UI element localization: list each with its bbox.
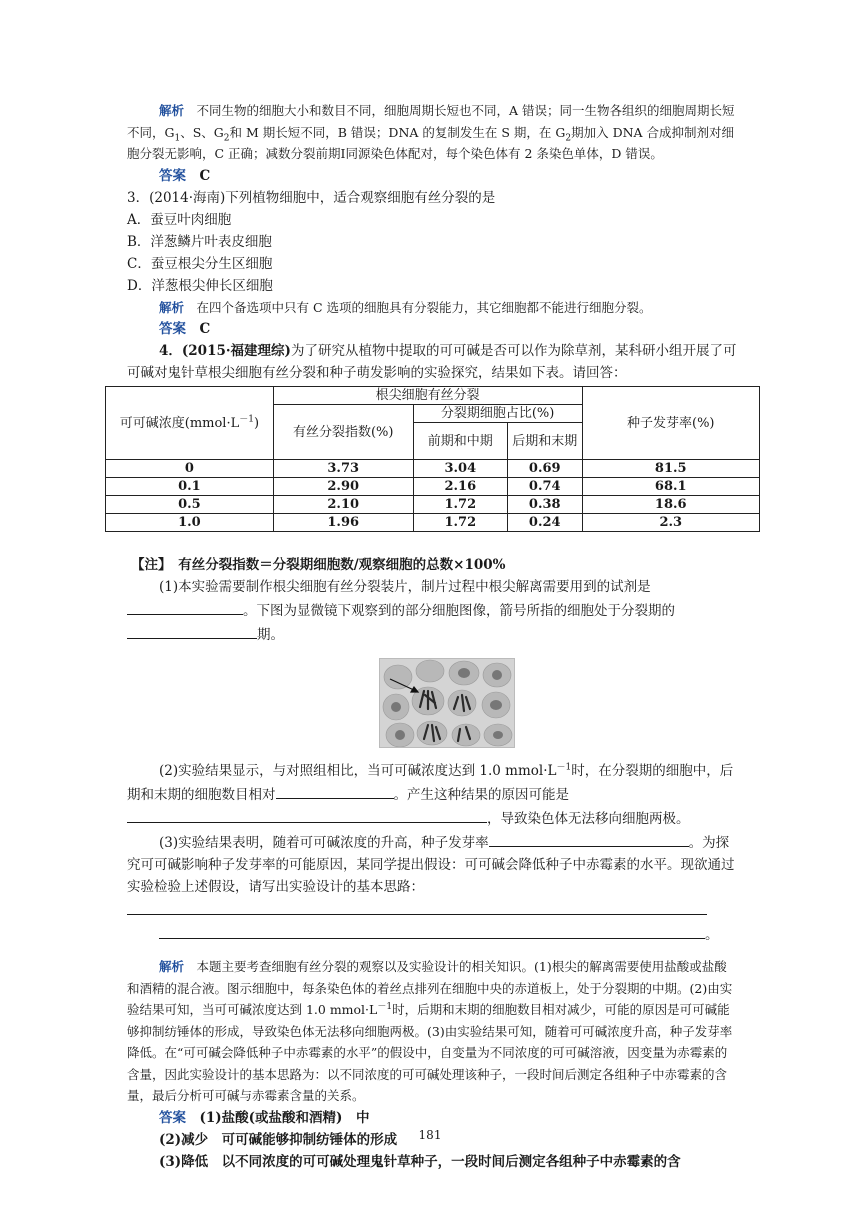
analysis-label: 解析 [159,959,185,974]
results-table [105,386,760,532]
q3-option-a: A．蚕豆叶肉细胞 [127,211,232,228]
sub-question-1: (1)本实验需要制作根尖细胞有丝分裂装片，制片过程中根尖解离需要用到的试剂是。下图为显微镜下观察到的部分细胞图像，箭号所指的细胞处于分裂期的期。 [127,576,737,646]
microscope-image [379,658,515,748]
sub-question-3: (3)实验结果表明，随着可可碱浓度的升高，种子发芽率 。为探究可可碱影响种子发芽率的可能原因，某同学提出假设：可可碱会降低种子中赤霉素的水平。现欲通过实验检验上述假设，请写出实验设计的基本思路： 。 [127,830,737,946]
table-note: 【注】 有丝分裂指数＝分裂期细胞数/观察细胞的总数×100% [131,557,506,573]
answer-blank[interactable] [276,782,394,799]
answer-blank[interactable] [489,830,689,847]
header-late-phase: 后期和末期 [507,423,582,460]
q2-answer: 答案 C [159,167,211,184]
page-content [119,100,737,1173]
q4-answer-3: (3)降低 以不同浓度的可可碱处理鬼针草种子，一段时间后测定各组种子中赤霉素的含 [159,1153,681,1170]
header-mitotic-index: 有丝分裂指数(%) [273,405,413,460]
answer-label: 答案 [159,1109,186,1126]
sub-question-2: (2)实验结果显示，与对照组相比，当可可碱浓度达到 1.0 $mmol\cdot L^{-1}$时，在分裂期的细胞中，后期和末期的细胞数目相对 。产生这种结果的原因可能是，导致染色体无法移向细胞两极。 [127,762,734,827]
analysis-label: 解析 [159,299,185,315]
q3-stem: 3．(2014·海南)下列植物细胞中，适合观察细胞有丝分裂的是 [127,189,496,206]
q3-option-b: B．洋葱鳞片叶表皮细胞 [127,233,272,250]
microscope-cells-graphic [380,659,514,747]
header-germination: 种子发芽率(%) [582,387,759,460]
table-row: 0.1 2.90 2.16 0.74 68.1 [106,478,760,496]
q4-stem: 4．(2015·福建理综)为了研究从植物中提取的可可碱是否可以作为除草剂，某科研小组开展了可可碱对鬼针草根尖细胞有丝分裂和种子萌发影响的实验探究，结果如下表。请回答： [127,343,737,381]
q4-answer-2: (2)减少 可可碱能够抑制纺锤体的形成 [159,1131,398,1148]
q4-answer: 答案 (1)盐酸(或盐酸和酒精) 中 [159,1109,370,1126]
header-early-phase: 前期和中期 [413,423,507,460]
header-root-mitosis: 根尖细胞有丝分裂 [273,387,582,405]
answer-blank[interactable] [159,922,705,939]
analysis-label: 解析 [159,103,185,118]
header-concentration: 可可碱浓度$(mmol\cdot L^{-1})$ [106,387,274,460]
q3-answer: 答案 C [159,321,211,337]
q3-option-c: C．蚕豆根尖分生区细胞 [127,255,273,272]
page-number: 181 [418,1128,442,1142]
q2-analysis: 解析 不同生物的细胞大小和数目不同，细胞周期长短也不同，A 错误；同一生物各组织的细胞周期长短不同，$G_1$、S、$G_2$和 M 期长短不同，B 错误；DNA 的复制发生在 S 期，在 $G_2$期加入 DNA 合成抑制剂对细胞分裂无影响，C 正确；减数分裂前期Ⅰ同源染色体配对，每个染色体有 2 条染色单体，D 错误。 [127,103,735,161]
table-row: 0.5 2.10 1.72 0.38 18.6 [106,496,760,514]
answer-label: 答案 [159,321,186,337]
header-division-ratio: 分裂期细胞占比(%) [413,405,582,423]
table-row: 0 3.73 3.04 0.69 81.5 [106,460,760,478]
answer-label: 答案 [159,167,186,184]
answer-blank[interactable] [127,598,243,615]
answer-blank[interactable] [127,622,257,639]
results-table-wrap [105,386,760,532]
q3-analysis: 解析 在四个备选项中只有 C 选项的细胞具有分裂能力，其它细胞都不能进行细胞分裂。 [159,299,652,315]
answer-blank[interactable] [127,898,707,915]
q4-analysis: 解析 本题主要考查细胞有丝分裂的观察以及实验设计的相关知识。(1)根尖的解离需要使用盐酸或盐酸和酒精的混合液。图示细胞中，每条染色体的着丝点排列在细胞中央的赤道板上，处于分裂期的中期。(2)由实验结果可知，当可可碱浓度达到 1.0 $mmol\cdot L^{-1}$时，后期和末期的细胞数目相对减少，可能的原因是可可碱能够抑制纺锤体的形成，导致染色体无法移向细胞两极。(3)由实验结果可知，随着可可碱浓度升高，种子发芽率降低。在“可可碱会降低种子中赤霉素的水平”的假设中，自变量为不同浓度的可可碱溶液，因变量为赤霉素的含量，因此实验设计的基本思路为：以不同浓度的可可碱处理该种子，一段时间后测定各组种子中赤霉素的含量，最后分析可可碱与赤霉素含量的关系。 [127,959,733,1103]
q3-option-d: D．洋葱根尖伸长区细胞 [127,277,273,294]
table-row: 1.0 1.96 1.72 0.24 2.3 [106,514,760,532]
answer-blank[interactable] [127,806,487,823]
